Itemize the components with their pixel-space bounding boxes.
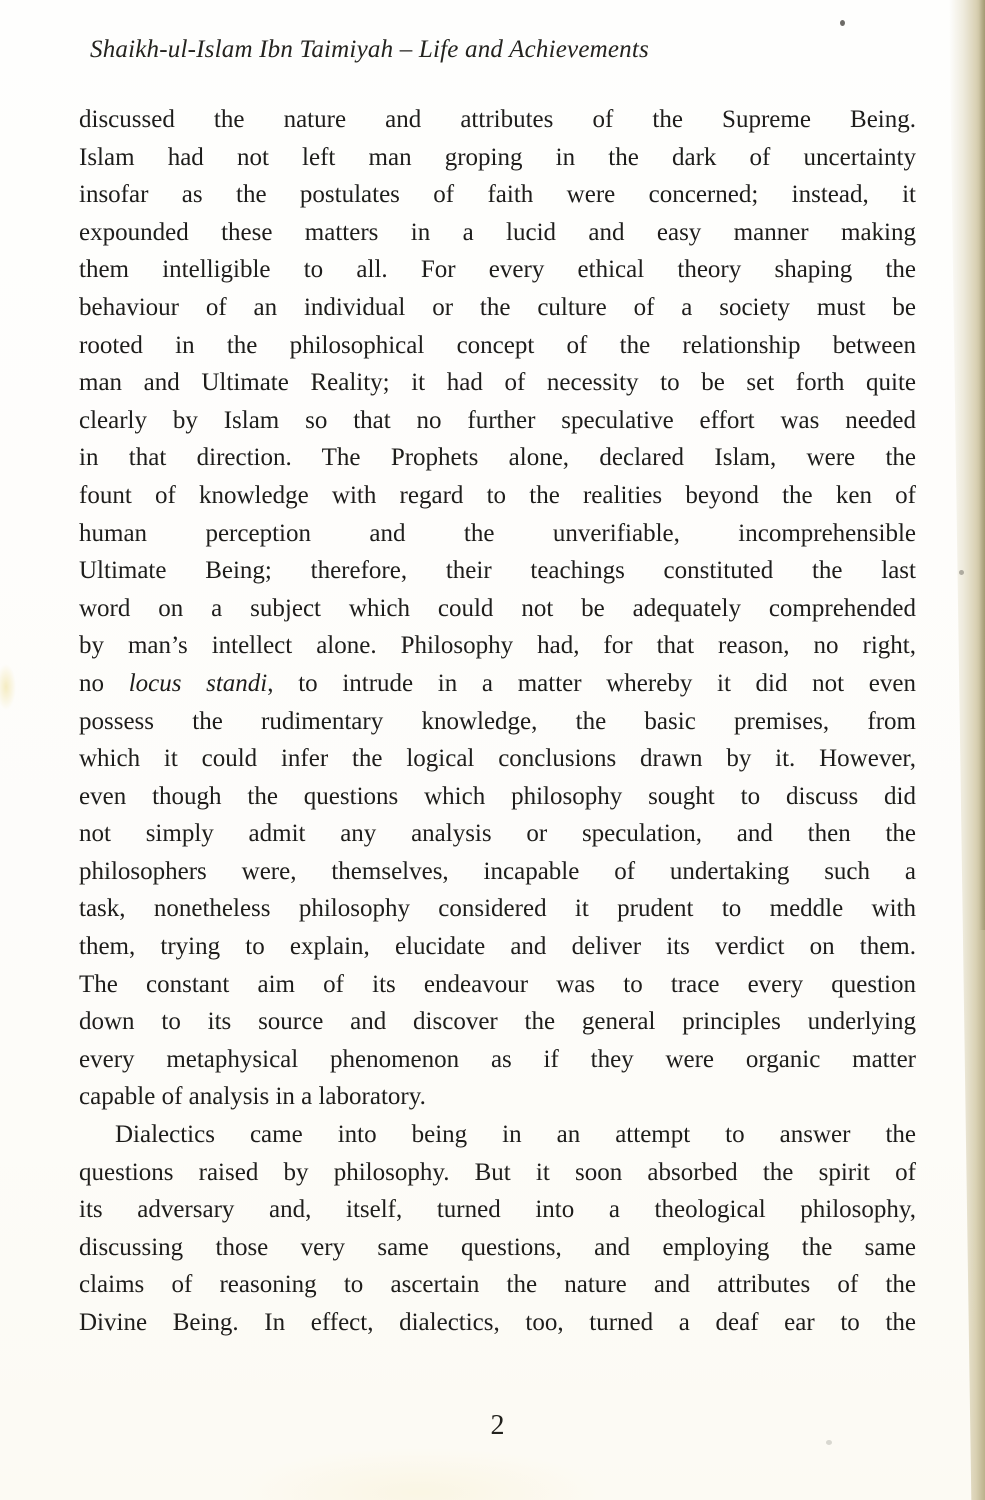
paragraph [79,101,916,1116]
text-line [79,815,916,853]
text-segment: rooted in the philosophical concept of the relationship between [79,331,916,359]
page-edge-shading [949,0,985,1500]
text-segment: clearly by Islam so that no further speculative effort was needed [79,406,916,434]
scan-smudge [0,664,16,710]
text-segment: not simply admit any analysis or speculation, and then the [79,820,916,848]
text-line [79,402,916,440]
text-segment: insofar as the postulates of faith were concerned; instead, it [79,181,916,209]
text-segment: Dialectics came into being in an attempt to answer the [115,1121,916,1149]
text-segment: human perception and the unverifiable, incomprehensible [79,519,916,547]
text-segment: Ultimate Being; therefore, their teachings constituted the last [79,557,916,585]
text-line [79,515,916,553]
text-segment: even though the questions which philosophy sought to discuss did [79,782,916,810]
text-line [79,853,916,891]
text-segment: discussed the nature and attributes of the Supreme Being. [79,106,916,133]
text-segment: The constant aim of its endeavour was to trace every question [79,970,916,998]
text-line [79,477,916,515]
text-segment: no [79,669,129,697]
scan-speck [959,570,964,575]
text-line [79,778,916,816]
text-line [79,1003,916,1041]
text-line [79,1041,916,1079]
text-segment: capable of analysis in a laboratory. [79,1083,426,1111]
text-line [79,1116,916,1154]
text-segment: claims of reasoning to ascertain the nature and attributes of the [79,1271,916,1299]
text-segment: behaviour of an individual or the culture of a society must be [79,293,916,321]
text-segment: possess the rudimentary knowledge, the basic premises, from [79,707,916,735]
text-segment: Divine Being. In effect, dialectics, too, turned a deaf ear to the [79,1309,916,1336]
page-number: 2 [490,1410,505,1441]
text-line [79,665,916,703]
page-body [79,101,916,1342]
running-header-title: Shaikh-ul-Islam Ibn Taimiyah – Life and Achievements [90,36,649,63]
italic-text-segment: locus standi [128,669,268,697]
text-line [79,1229,916,1267]
text-line [79,740,916,778]
text-segment: down to its source and discover the general principles underlying [79,1008,916,1036]
text-line [79,251,916,289]
text-line [79,552,916,590]
text-line [79,101,916,139]
text-segment: in that direction. The Prophets alone, declared Islam, were the [79,444,916,472]
text-line [79,439,916,477]
text-segment: task, nonetheless philosophy considered it prudent to meddle with [79,895,916,923]
text-segment: which it could infer the logical conclusions drawn by it. However, [79,745,916,773]
text-line [79,928,916,966]
text-segment: by man’s intellect alone. Philosophy had, for that reason, no right, [79,632,916,660]
text-segment: its adversary and, itself, turned into a theological philosophy, [79,1196,916,1224]
scan-smudge [240,1448,600,1500]
text-line [79,703,916,741]
text-segment: fount of knowledge with regard to the realities beyond the ken of [79,481,916,509]
text-line [79,1154,916,1192]
text-segment: discussing those very same questions, and employing the same [79,1233,916,1261]
text-line [79,966,916,1004]
text-line [79,1078,916,1116]
text-line [79,1304,916,1342]
text-segment: , to intrude in a matter whereby it did not even [267,669,916,697]
text-segment: Islam had not left man groping in the dark of uncertainty [79,143,916,171]
text-segment: man and Ultimate Reality; it had of necessity to be set forth quite [79,369,916,397]
text-line [79,176,916,214]
text-segment: philosophers were, themselves, incapable of undertaking such a [79,857,916,885]
text-line [79,214,916,252]
text-segment: every metaphysical phenomenon as if they were organic matter [79,1045,916,1073]
text-line [79,627,916,665]
text-line [79,1266,916,1304]
text-line [79,590,916,628]
page-edge-dark-line [979,0,985,930]
text-segment: questions raised by philosophy. But it soon absorbed the spirit of [79,1158,916,1186]
text-line [79,139,916,177]
text-line [79,327,916,365]
paragraph [79,1116,916,1342]
text-segment: them intelligible to all. For every ethical theory shaping the [79,256,916,284]
scan-speck [840,20,845,26]
text-line [79,1191,916,1229]
text-segment: them, trying to explain, elucidate and deliver its verdict on them. [79,933,916,961]
text-line [79,364,916,402]
text-segment: word on a subject which could not be adequately comprehended [79,594,916,622]
text-line [79,890,916,928]
text-line [79,289,916,327]
text-segment: expounded these matters in a lucid and easy manner making [79,218,916,246]
